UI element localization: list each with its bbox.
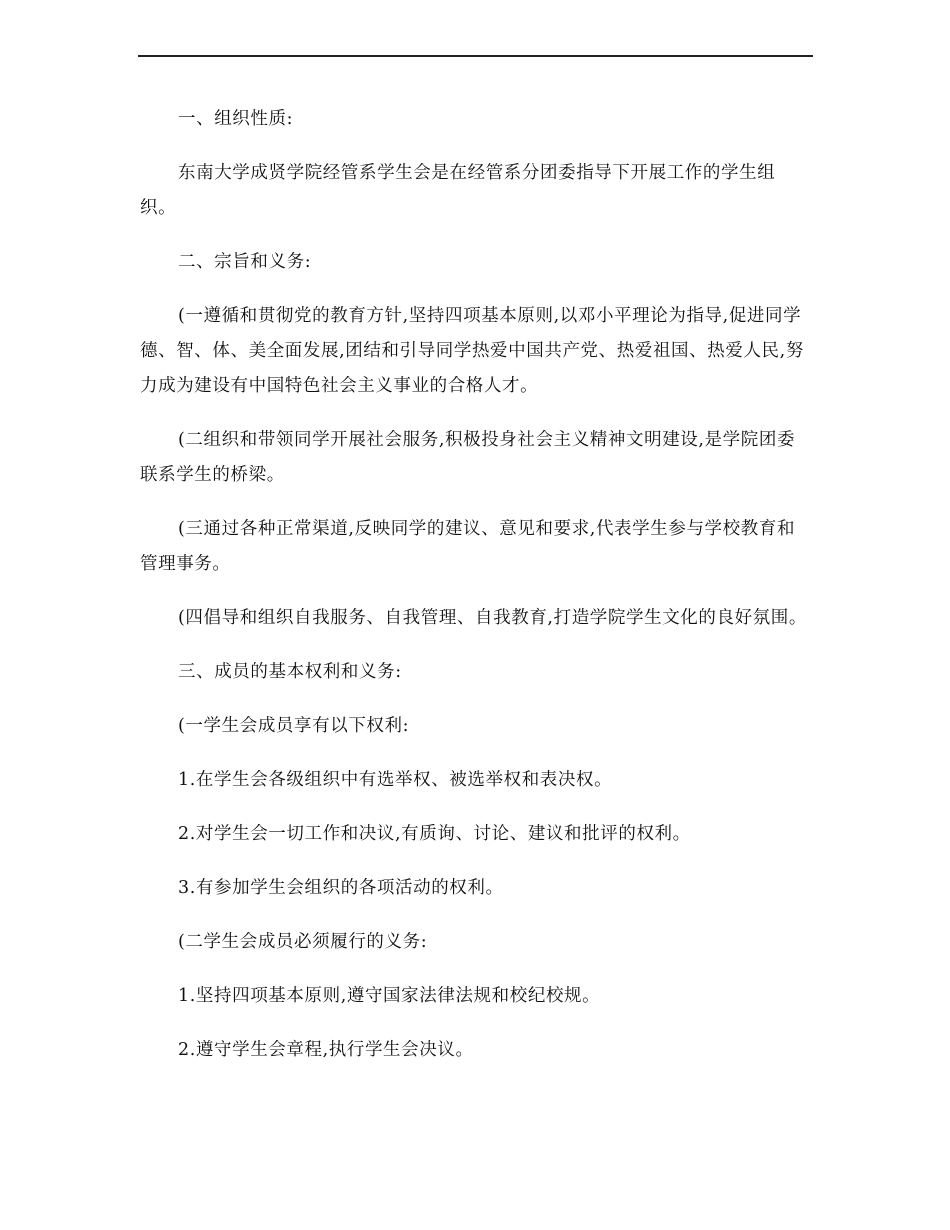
section-heading-organization-nature: 一、组织性质: [178, 109, 294, 129]
paragraph-purpose-item-4: (四倡导和组织自我服务、自我管理、自我教育,打造学院学生文化的良好氛围。 [178, 608, 807, 628]
subheading-member-rights: (一学生会成员享有以下权利: [178, 716, 410, 736]
section-heading-purpose-duties: 二、宗旨和义务: [178, 252, 312, 272]
section-heading-member-rights-duties: 三、成员的基本权利和义务: [178, 662, 402, 682]
subheading-member-duties: (二学生会成员必须履行的义务: [178, 932, 428, 952]
list-item-right-3: 3.有参加学生会组织的各项活动的权利。 [178, 878, 504, 898]
document-body [140, 102, 808, 1087]
list-item-duty-2: 2.遵守学生会章程,执行学生会决议。 [178, 1040, 474, 1060]
header-rule [138, 55, 813, 57]
paragraph-purpose-item-2: (二组织和带领同学开展社会服务,积极投身社会主义精神文明建设,是学院团委联系学生的桥梁。 [140, 430, 796, 485]
paragraph-organization-description: 东南大学成贤学院经管系学生会是在经管系分团委指导下开展工作的学生组织。 [140, 163, 776, 218]
list-item-right-1: 1.在学生会各级组织中有选举权、被选举权和表决权。 [178, 770, 613, 790]
list-item-right-2: 2.对学生会一切工作和决议,有质询、讨论、建议和批评的权利。 [178, 824, 691, 844]
paragraph-purpose-item-1: (一遵循和贯彻党的教育方针,坚持四项基本原则,以邓小平理论为指导,促进同学德、智、体、美全面发展,团结和引导同学热爱中国共产党、热爱祖国、热爱人民,努力成为建设有中国特色社会主义事业的合格人才。 [140, 306, 804, 396]
paragraph-purpose-item-3: (三通过各种正常渠道,反映同学的建议、意见和要求,代表学生参与学校教育和管理事务。 [140, 519, 796, 574]
list-item-duty-1: 1.坚持四项基本原则,遵守国家法律法规和校纪校规。 [178, 986, 601, 1006]
